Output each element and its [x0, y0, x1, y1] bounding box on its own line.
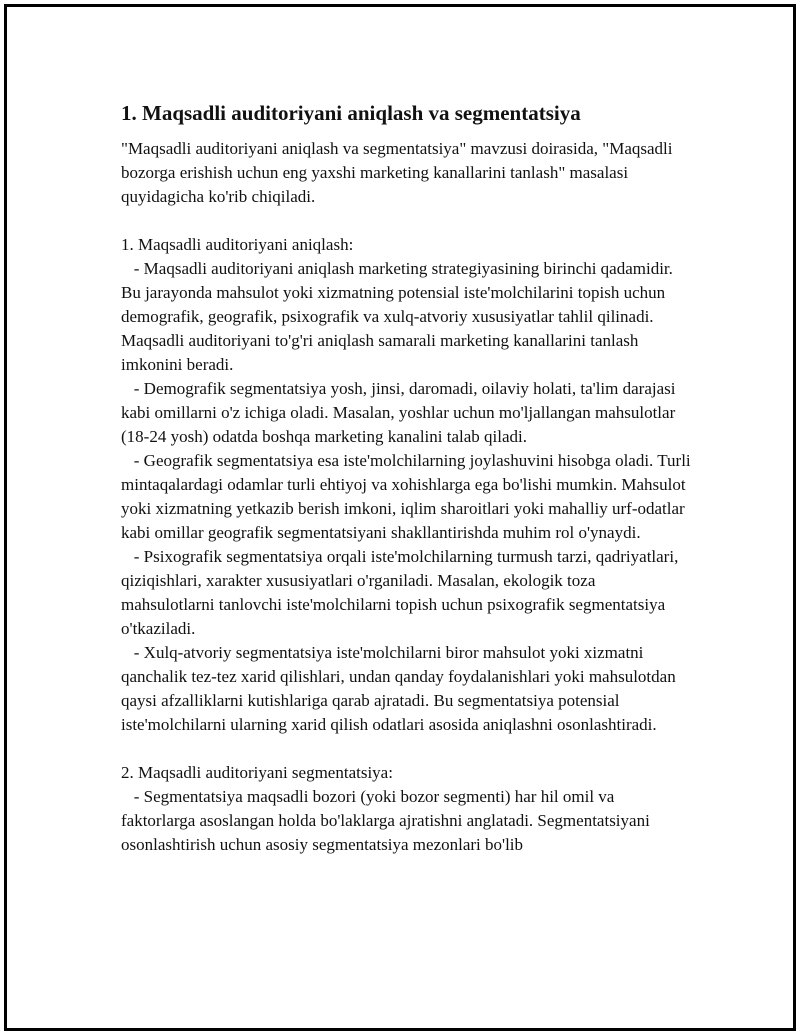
section-2-heading: 2. Maqsadli auditoriyani segmentatsiya:: [121, 763, 393, 782]
section-1-item-text: - Psixografik segmentatsiya orqali iste'molchilarning turmush tarzi, qadriyatlari, qiziqishlari, xarakter xususiyatlari o'rganiladi. Masalan, ekologik toza mahsulotlarni tanlovchi iste'molchilarni topish uchun psixografik segmentatsiya o'tkaziladi.: [121, 547, 679, 638]
section-1-item-text: - Geografik segmentatsiya esa iste'molchilarning joylashuvini hisobga oladi. Turli mintaqalardagi odamlar turli ehtiyoj va xohishlarga ega bo'lishi mumkin. Mahsulot yoki xizmatning yetkazib berish imkoni, iqlim sharoitlari yoki mahalliy urf-odatlar kabi omillar geografik segmentatsiyani shakllantirishda muhim rol o'ynaydi.: [121, 451, 691, 542]
section-1-item-text: - Maqsadli auditoriyani aniqlash marketing strategiyasining birinchi qadamidir. Bu jarayonda mahsulot yoki xizmatning potensial iste'molchilarini topish uchun demografik, geografik, psixografik va xulq-atvoriy xususiyatlar tahlil qilinadi. Maqsadli auditoriyani to'g'ri aniqlash samarali marketing kanallarini tanlash imkonini beradi.: [121, 259, 673, 374]
section-1-item: [121, 377, 691, 449]
section-2-item-text: - Segmentatsiya maqsadli bozori (yoki bozor segmenti) har hil omil va faktorlarga asoslangan holda bo'laklarga ajratishni anglatadi. Segmentatsiyani osonlashtirish uchun asosiy segmentatsiya mezonlari bo'lib: [121, 787, 650, 854]
section-2-item: [121, 785, 691, 857]
page-frame: [4, 4, 796, 1031]
paragraph-gap: [121, 209, 691, 233]
section-1-item: [121, 641, 691, 737]
intro-paragraph: "Maqsadli auditoriyani aniqlash va segmentatsiya" mavzusi doirasida, "Maqsadli bozorga erishish uchun eng yaxshi marketing kanallarini tanlash" masalasi quyidagicha ko'rib chiqiladi.: [121, 139, 673, 206]
document-body: [121, 99, 691, 857]
section-1-item-text: - Xulq-atvoriy segmentatsiya iste'molchilarni biror mahsulot yoki xizmatni qanchalik tez-tez xarid qilishlari, undan qanday foydalanishlari yoki mahsulotdan qaysi afzalliklarni kutishlariga qarab ajratadi. Bu segmentatsiya potensial iste'molchilarni ularning xarid qilish odatlari asosida aniqlashni osonlashtiradi.: [121, 643, 676, 734]
paragraph-gap: [121, 737, 691, 761]
section-1-item-text: - Demografik segmentatsiya yosh, jinsi, daromadi, oilaviy holati, ta'lim darajasi kabi omillarni o'z ichiga oladi. Masalan, yoshlar uchun mo'ljallangan mahsulotlar (18-24 yosh) odatda boshqa marketing kanalini talab qiladi.: [121, 379, 676, 446]
section-1-item: [121, 257, 691, 377]
section-1-heading: 1. Maqsadli auditoriyani aniqlash:: [121, 235, 354, 254]
section-1-item: [121, 545, 691, 641]
document-title: 1. Maqsadli auditoriyani aniqlash va segmentatsiya: [121, 101, 581, 125]
section-1-item: [121, 449, 691, 545]
